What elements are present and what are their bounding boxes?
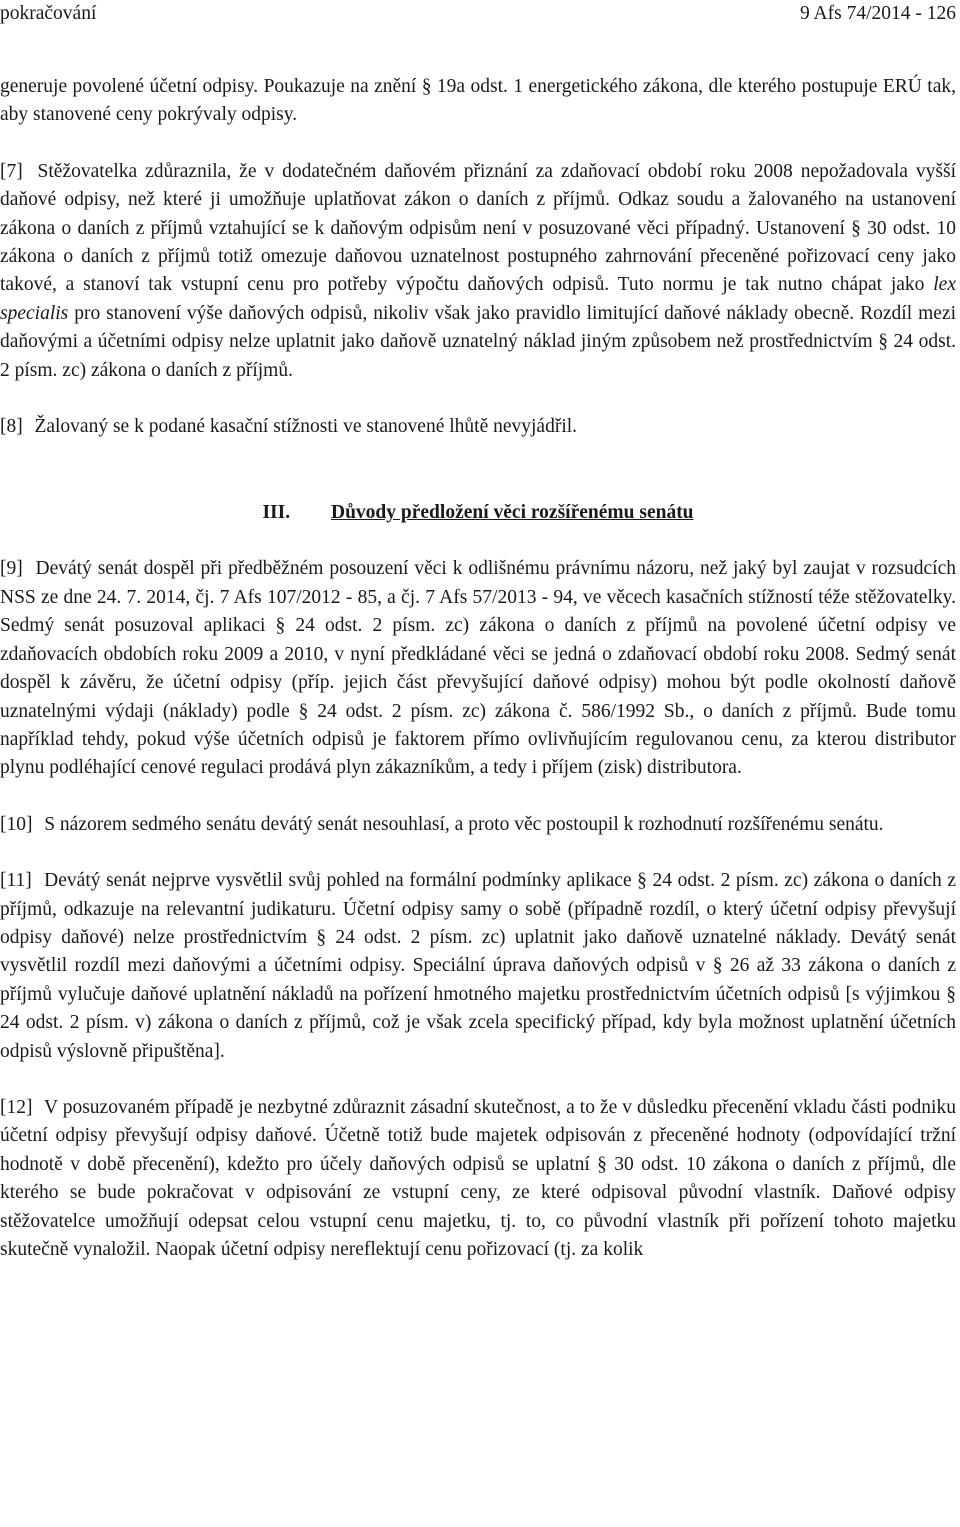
paragraph-11	[0, 867, 956, 1066]
header-case-number: 9 Afs 74/2014 - 126	[800, 3, 956, 24]
section-title: Důvody předložení věci rozšířenému senátu	[331, 502, 694, 524]
page-header	[0, 0, 956, 28]
section-heading	[0, 499, 956, 527]
paragraph-text: pro stanovení výše daňových odpisů, nikoliv však jako pravidlo limitující daňové náklady obecně. Rozdíl mezi daňovými a účetními odpisy nelze uplatnit jako daňově uznatelný náklad jiným způsobem než prostřednictvím § 24 odst. 2 písm. zc) zákona o daních z příjmů.	[0, 302, 957, 381]
header-continuation-label: pokračování	[0, 3, 97, 24]
paragraph-number: [7]	[0, 160, 23, 182]
paragraph-text: Žalovaný se k podané kasační stížnosti ve stanovené lhůtě nevyjádřil.	[34, 416, 578, 438]
paragraph-continuation: generuje povolené účetní odpisy. Poukazuje na znění § 19a odst. 1 energetického zákona, dle kterého postupuje ERÚ tak, aby stanovené ceny pokrývaly odpisy.	[0, 76, 956, 126]
paragraph-8	[0, 413, 956, 441]
paragraph-number: [11]	[0, 870, 32, 892]
paragraph-text: Stěžovatelka zdůraznila, že v dodatečném daňovém přiznání za zdaňovací období roku 2008 nepožadovala vyšší daňové odpisy, než které ji umožňuje uplatňovat zákon o daních z příjmů. Odkaz soudu a žalovaného na ustanovení zákona o daních z příjmů vztahující se k daňovým odpisům není v posuzované věci případný. Ustanovení § 30 odst. 10 zákona o daních z příjmů totiž omezuje daňovou uznatelnost postupného zahrnování přeceněné pořizovací ceny jako takové, a stanoví tak vstupní cenu pro potřeby výpočtu daňových odpisů. Tuto normu je tak nutno chápat jako	[0, 160, 956, 296]
paragraph-text: Devátý senát nejprve vysvětlil svůj pohled na formální podmínky aplikace § 24 odst. 2 písm. zc) zákona o daních z příjmů, odkazuje na relevantní judikaturu. Účetní odpisy samy o sobě (případně rozdíl, o který účetní odpisy převyšují odpisy daňové) nelze prostřednictvím § 24 odst. 2 písm. zc) uplatnit jako daňově uznatelné náklady. Devátý senát vysvětlil rozdíl mezi daňovými a účetními odpisy. Speciální úprava daňových odpisů v § 26 až 33 zákona o daních z příjmů vylučuje daňové uplatnění nákladů na pořízení hmotného majetku prostřednictvím účetních odpisů [s výjimkou § 24 odst. 2 písm. v) zákona o daních z příjmů, což je však zcela specifický případ, kdy byla možnost uplatnění účetních odpisů výslovně připuštěna].	[0, 870, 957, 1062]
paragraph-10	[0, 811, 956, 839]
paragraph-number: [8]	[0, 416, 23, 438]
paragraph-9	[0, 555, 956, 782]
paragraph-italic-term: lex specialis	[0, 274, 956, 324]
paragraph-number: [9]	[0, 558, 23, 580]
paragraph-text: V posuzovaném případě je nezbytné zdůraznit zásadní skutečnost, a to že v důsledku přecenění vkladu části podniku účetní odpisy převyšují odpisy daňové. Účetně totiž bude majetek odpisován z přeceněné hodnoty (odpovídající tržní hodnotě v době přecenění), kdežto pro účely daňových odpisů se uplatní § 30 odst. 10 zákona o daních z příjmů, dle kterého se bude pokračovat v odpisování ze vstupní ceny, ze které odpisoval původní vlastník. Daňové odpisy stěžovatelce umožňují odepsat celou vstupní cenu majetku, tj. to, co původní vlastník při pořízení tohoto majetku skutečně vynaložil. Naopak účetní odpisy nereflektují cenu pořizovací (tj. za kolik	[0, 1096, 956, 1260]
section-number: III.	[262, 502, 291, 524]
paragraph-number: [12]	[0, 1096, 33, 1118]
paragraph-12	[0, 1094, 956, 1264]
paragraph-7	[0, 158, 956, 385]
paragraph-text: S názorem sedmého senátu devátý senát nesouhlasí, a proto věc postoupil k rozhodnutí rozšířenému senátu.	[44, 813, 884, 835]
paragraph-text: Devátý senát dospěl při předběžném posouzení věci k odlišnému právnímu názoru, než jaký byl zaujat v rozsudcích NSS ze dne 24. 7. 2014, čj. 7 Afs 107/2012 - 85, a čj. 7 Afs 57/2013 - 94, ve věcech kasačních stížností téže stěžovatelky. Sedmý senát posuzoval aplikaci § 24 odst. 2 písm. zc) zákona o daních z příjmů na povolené účetní odpisy ve zdaňovacích obdobích roku 2009 a 2010, v nyní předkládané věci se jedná o zdaňovací období roku 2008. Sedmý senát dospěl k závěru, že účetní odpisy (příp. jejich část převyšující daňové odpisy) mohou být podle okolností daňově uznatelnými výdaji (náklady) podle § 24 odst. 2 písm. zc) zákona č. 586/1992 Sb., o daních z příjmů. Bude tomu například tehdy, pokud výše účetních odpisů je faktorem přímo ovlivňujícím regulovanou cenu, za kterou distributor plynu podléhající cenové regulaci prodává plyn zákazníkům, a tedy i příjem (zisk) distributora.	[0, 558, 956, 779]
paragraph-number: [10]	[0, 813, 33, 835]
